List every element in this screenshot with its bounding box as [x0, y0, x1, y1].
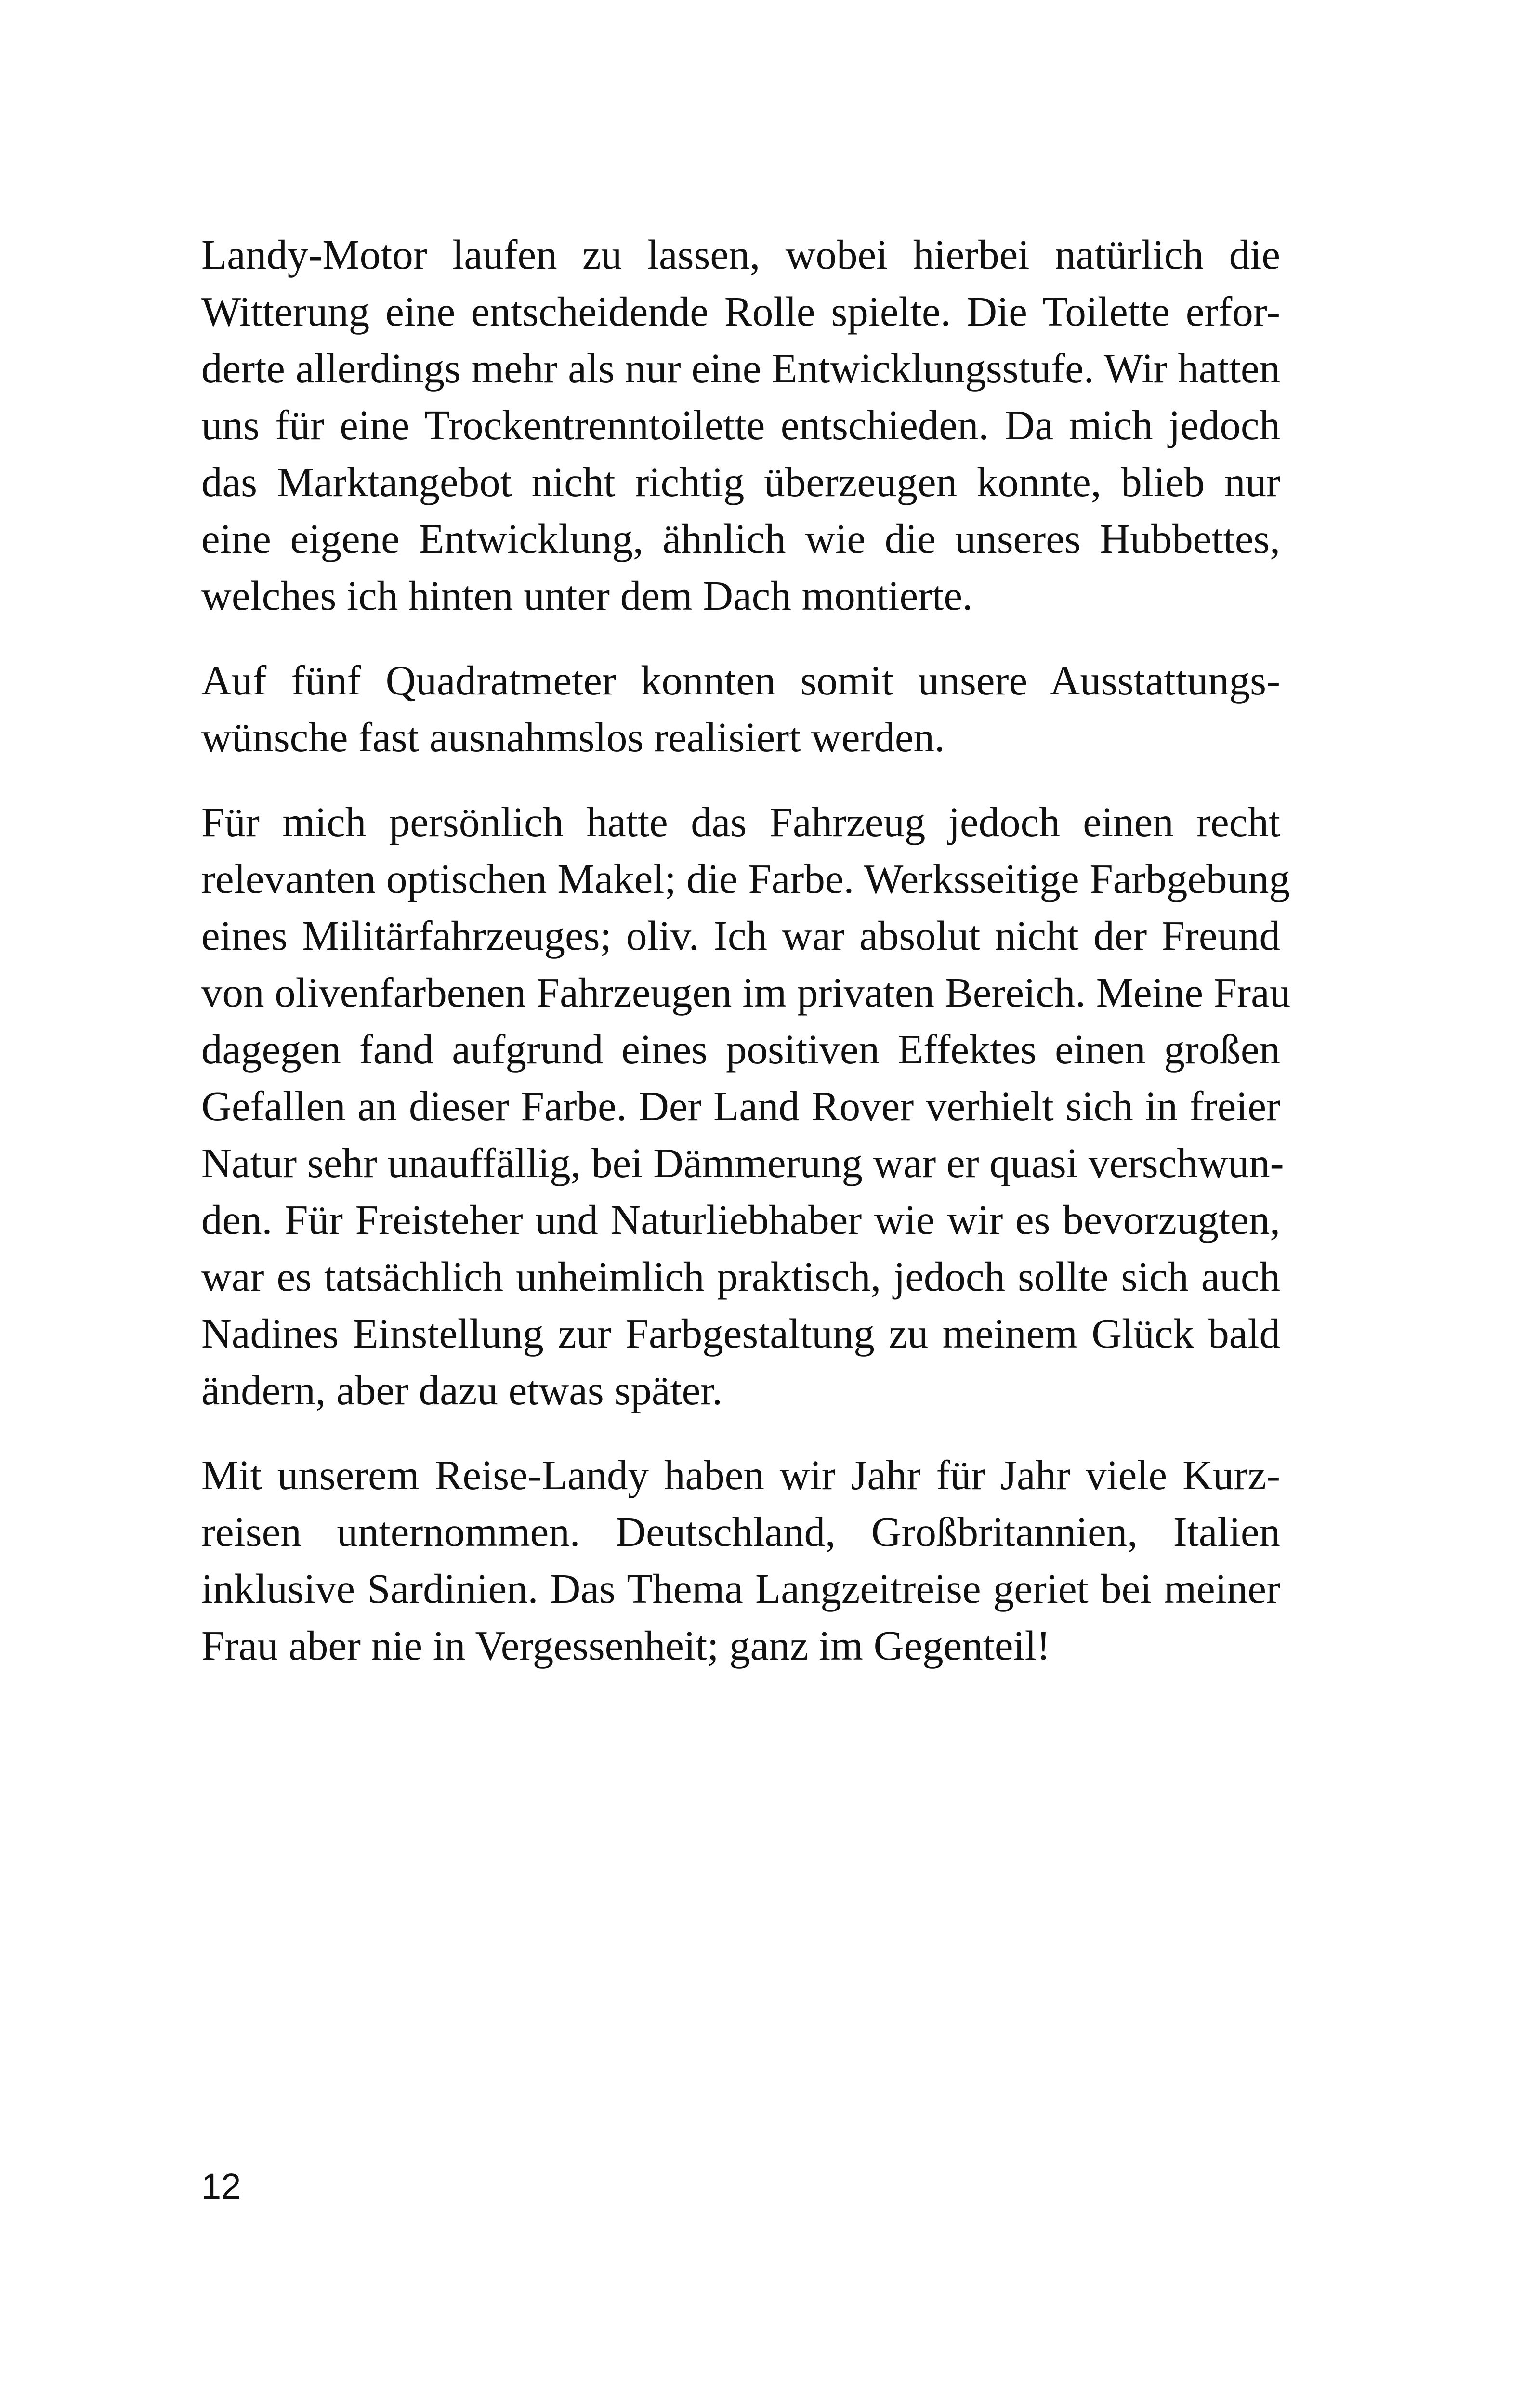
paragraph-2: [201, 652, 1280, 766]
paragraph-4: [201, 1447, 1280, 1674]
text-line: Gefallen an dieser Farbe. Der Land Rover verhielt sich in freier: [201, 1083, 1280, 1129]
text-line: relevanten optischen Makel; die Farbe. Werksseitige Farbgebung: [201, 855, 1290, 902]
page-number: 12: [201, 2166, 241, 2206]
text-line: Nadines Einstellung zur Farbgestaltung zu meinem Glück bald: [201, 1310, 1280, 1357]
text-line: welches ich hinten unter dem Dach montierte.: [201, 572, 973, 619]
text-line: Witterung eine entscheidende Rolle spielte. Die Toilette erfor-: [201, 288, 1280, 335]
text-line: Frau aber nie in Vergessenheit; ganz im Gegenteil!: [201, 1622, 1050, 1669]
text-line: uns für eine Trockentrenntoilette entschieden. Da mich jedoch: [201, 402, 1280, 448]
text-line: Mit unserem Reise-Landy haben wir Jahr für Jahr viele Kurz-: [201, 1452, 1280, 1498]
text-line: das Marktangebot nicht richtig überzeugen konnte, blieb nur: [201, 458, 1280, 505]
text-line: wünsche fast ausnahmslos realisiert werden.: [201, 714, 945, 760]
text-line: ändern, aber dazu etwas später.: [201, 1367, 723, 1413]
text-line: inklusive Sardinien. Das Thema Langzeitreise geriet bei meiner: [201, 1565, 1280, 1612]
text-line: derte allerdings mehr als nur eine Entwicklungsstufe. Wir hatten: [201, 345, 1280, 392]
text-line: Natur sehr unauffällig, bei Dämmerung war er quasi verschwun-: [201, 1139, 1284, 1186]
text-line: den. Für Freisteher und Naturliebhaber wie wir es bevorzugten,: [201, 1196, 1280, 1243]
paragraph-3: [201, 794, 1291, 1419]
text-line: Landy-Motor laufen zu lassen, wobei hierbei natürlich die: [201, 231, 1280, 278]
text-line: Auf fünf Quadratmeter konnten somit unsere Ausstattungs-: [201, 657, 1280, 704]
text-line: von olivenfarbenen Fahrzeugen im privaten Bereich. Meine Frau: [201, 969, 1291, 1016]
text-line: eine eigene Entwicklung, ähnlich wie die unseres Hubbettes,: [201, 515, 1280, 562]
text-line: eines Militärfahrzeuges; oliv. Ich war absolut nicht der Freund: [201, 912, 1280, 959]
text-line: war es tatsächlich unheimlich praktisch, jedoch sollte sich auch: [201, 1253, 1280, 1300]
text-line: dagegen fand aufgrund eines positiven Effektes einen großen: [201, 1026, 1280, 1073]
paragraph-1: [201, 226, 1280, 624]
text-line: Für mich persönlich hatte das Fahrzeug jedoch einen recht: [201, 798, 1280, 845]
text-line: reisen unternommen. Deutschland, Großbritannien, Italien: [201, 1508, 1280, 1555]
body-text: [201, 226, 1291, 1674]
